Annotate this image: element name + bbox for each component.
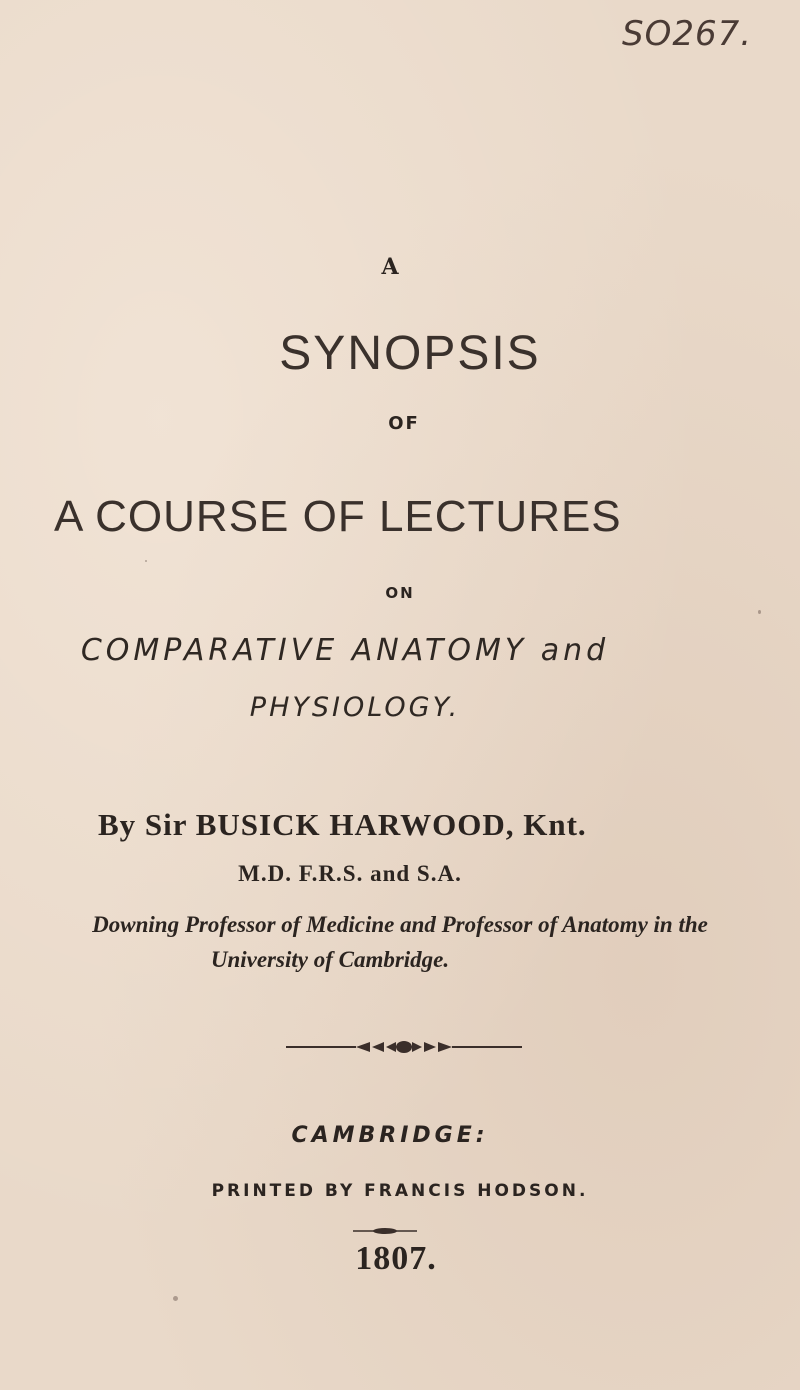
paper-speck — [758, 610, 761, 614]
course-title: A COURSE OF LECTURES — [54, 492, 622, 541]
author-position-line-2: University of Cambridge. — [210, 947, 450, 972]
author-position-line-1: Downing Professor of Medicine and Professor of Anatomy in the — [92, 912, 708, 937]
imprint-printer: PRINTED BY FRANCIS HODSON. — [211, 1181, 589, 1201]
title-of: OF — [388, 413, 420, 434]
subject-line-1: COMPARATIVE ANATOMY and — [80, 633, 610, 668]
printer-ornament-rule-icon — [286, 1038, 522, 1056]
imprint-year: 1807. — [355, 1240, 437, 1277]
title-article: A — [381, 254, 399, 280]
page-title: SYNOPSIS — [279, 327, 541, 380]
paper-speck — [145, 560, 147, 562]
paper-speck — [173, 1296, 178, 1301]
author-line: By Sir BUSICK HARWOOD, Knt. — [98, 807, 587, 842]
title-on: ON — [385, 584, 415, 602]
short-rule-icon — [353, 1227, 417, 1235]
subject-line-2: PHYSIOLOGY. — [249, 692, 461, 723]
imprint-place: CAMBRIDGE: — [291, 1123, 489, 1148]
paper-speck — [500, 520, 502, 522]
catalog-number: SO267. — [622, 14, 753, 54]
author-degrees: M.D. F.R.S. and S.A. — [238, 861, 462, 886]
